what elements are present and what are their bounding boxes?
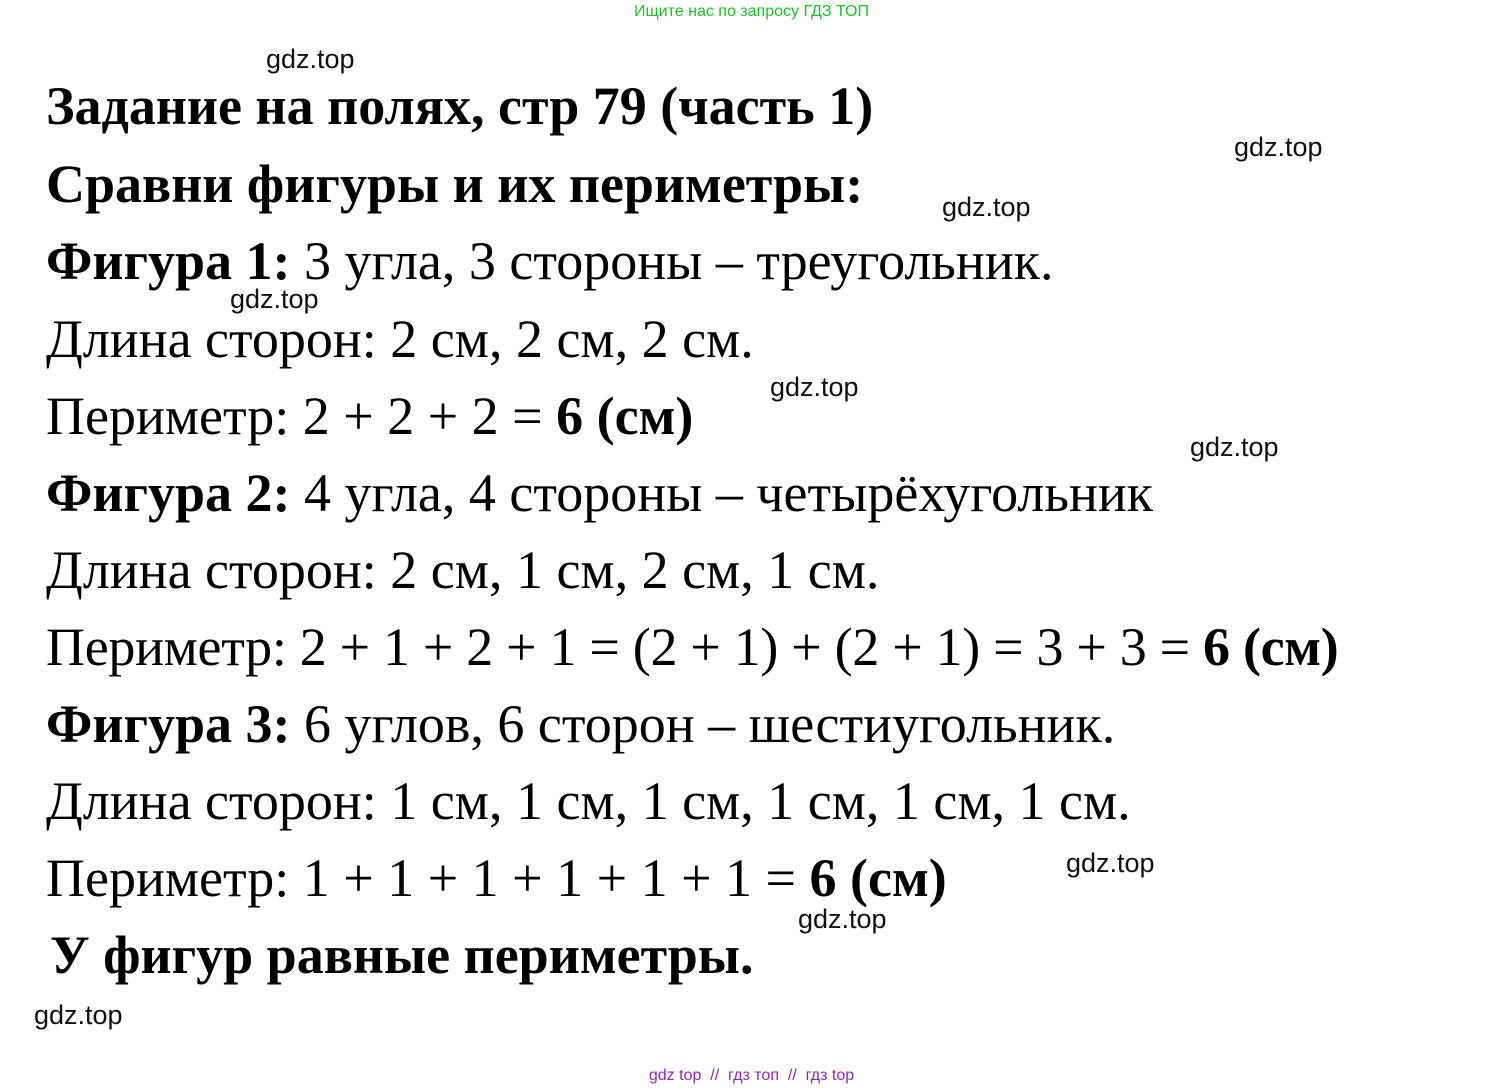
figure-2-text: 4 угла, 4 стороны – четырёхугольник xyxy=(290,463,1154,523)
figure-3-perimeter-result: 6 (см) xyxy=(809,848,947,908)
task-title: Задание на полях, стр 79 (часть 1) xyxy=(46,76,874,136)
watermark: gdz.top xyxy=(798,904,887,934)
figure-2-perimeter-result: 6 (см) xyxy=(1203,617,1339,677)
watermark: gdz.top xyxy=(266,44,355,74)
figure-3-perimeter xyxy=(46,848,947,908)
watermark: gdz.top xyxy=(1234,132,1323,162)
conclusion: У фигур равные периметры. xyxy=(50,925,754,985)
watermark: gdz.top xyxy=(1190,432,1279,462)
figure-1-description xyxy=(46,231,1053,291)
figure-1-perimeter-result: 6 (см) xyxy=(556,386,694,446)
figure-2-sides: Длина сторон: 2 см, 1 см, 2 см, 1 см. xyxy=(46,540,880,600)
watermark: gdz.top xyxy=(230,284,319,314)
figure-1-text: 3 угла, 3 стороны – треугольник. xyxy=(290,231,1054,291)
figure-1-sides: Длина сторон: 2 см, 2 см, 2 см. xyxy=(46,309,754,369)
footer-links: gdz top // гдз топ // гдз top xyxy=(648,1067,855,1084)
top-banner: Ищите нас по запросу ГДЗ ТОП xyxy=(634,3,869,20)
figure-1-label: Фигура 1: xyxy=(46,231,291,291)
task-subtitle: Сравни фигуры и их периметры: xyxy=(46,154,864,214)
figure-3-sides: Длина сторон: 1 см, 1 см, 1 см, 1 см, 1 см, 1 см. xyxy=(46,771,1131,831)
figure-1-perimeter xyxy=(46,386,693,446)
watermark: gdz.top xyxy=(770,372,859,402)
figure-3-text: 6 углов, 6 сторон – шестиугольник. xyxy=(290,694,1116,754)
figure-1-perimeter-expression: Периметр: 2 + 2 + 2 = xyxy=(46,386,557,446)
watermark: gdz.top xyxy=(1066,848,1155,878)
figure-3-description xyxy=(46,694,1115,754)
figure-3-perimeter-expression: Периметр: 1 + 1 + 1 + 1 + 1 + 1 = xyxy=(46,848,810,908)
figure-2-description xyxy=(46,463,1153,523)
figure-2-perimeter-expression: Периметр: 2 + 1 + 2 + 1 = (2 + 1) + (2 + 1) = 3 + 3 = xyxy=(46,617,1204,677)
watermark: gdz.top xyxy=(34,1000,123,1030)
figure-2-perimeter xyxy=(46,617,1338,677)
figure-3-label: Фигура 3: xyxy=(46,694,291,754)
watermark: gdz.top xyxy=(942,192,1031,222)
figure-2-label: Фигура 2: xyxy=(46,463,291,523)
